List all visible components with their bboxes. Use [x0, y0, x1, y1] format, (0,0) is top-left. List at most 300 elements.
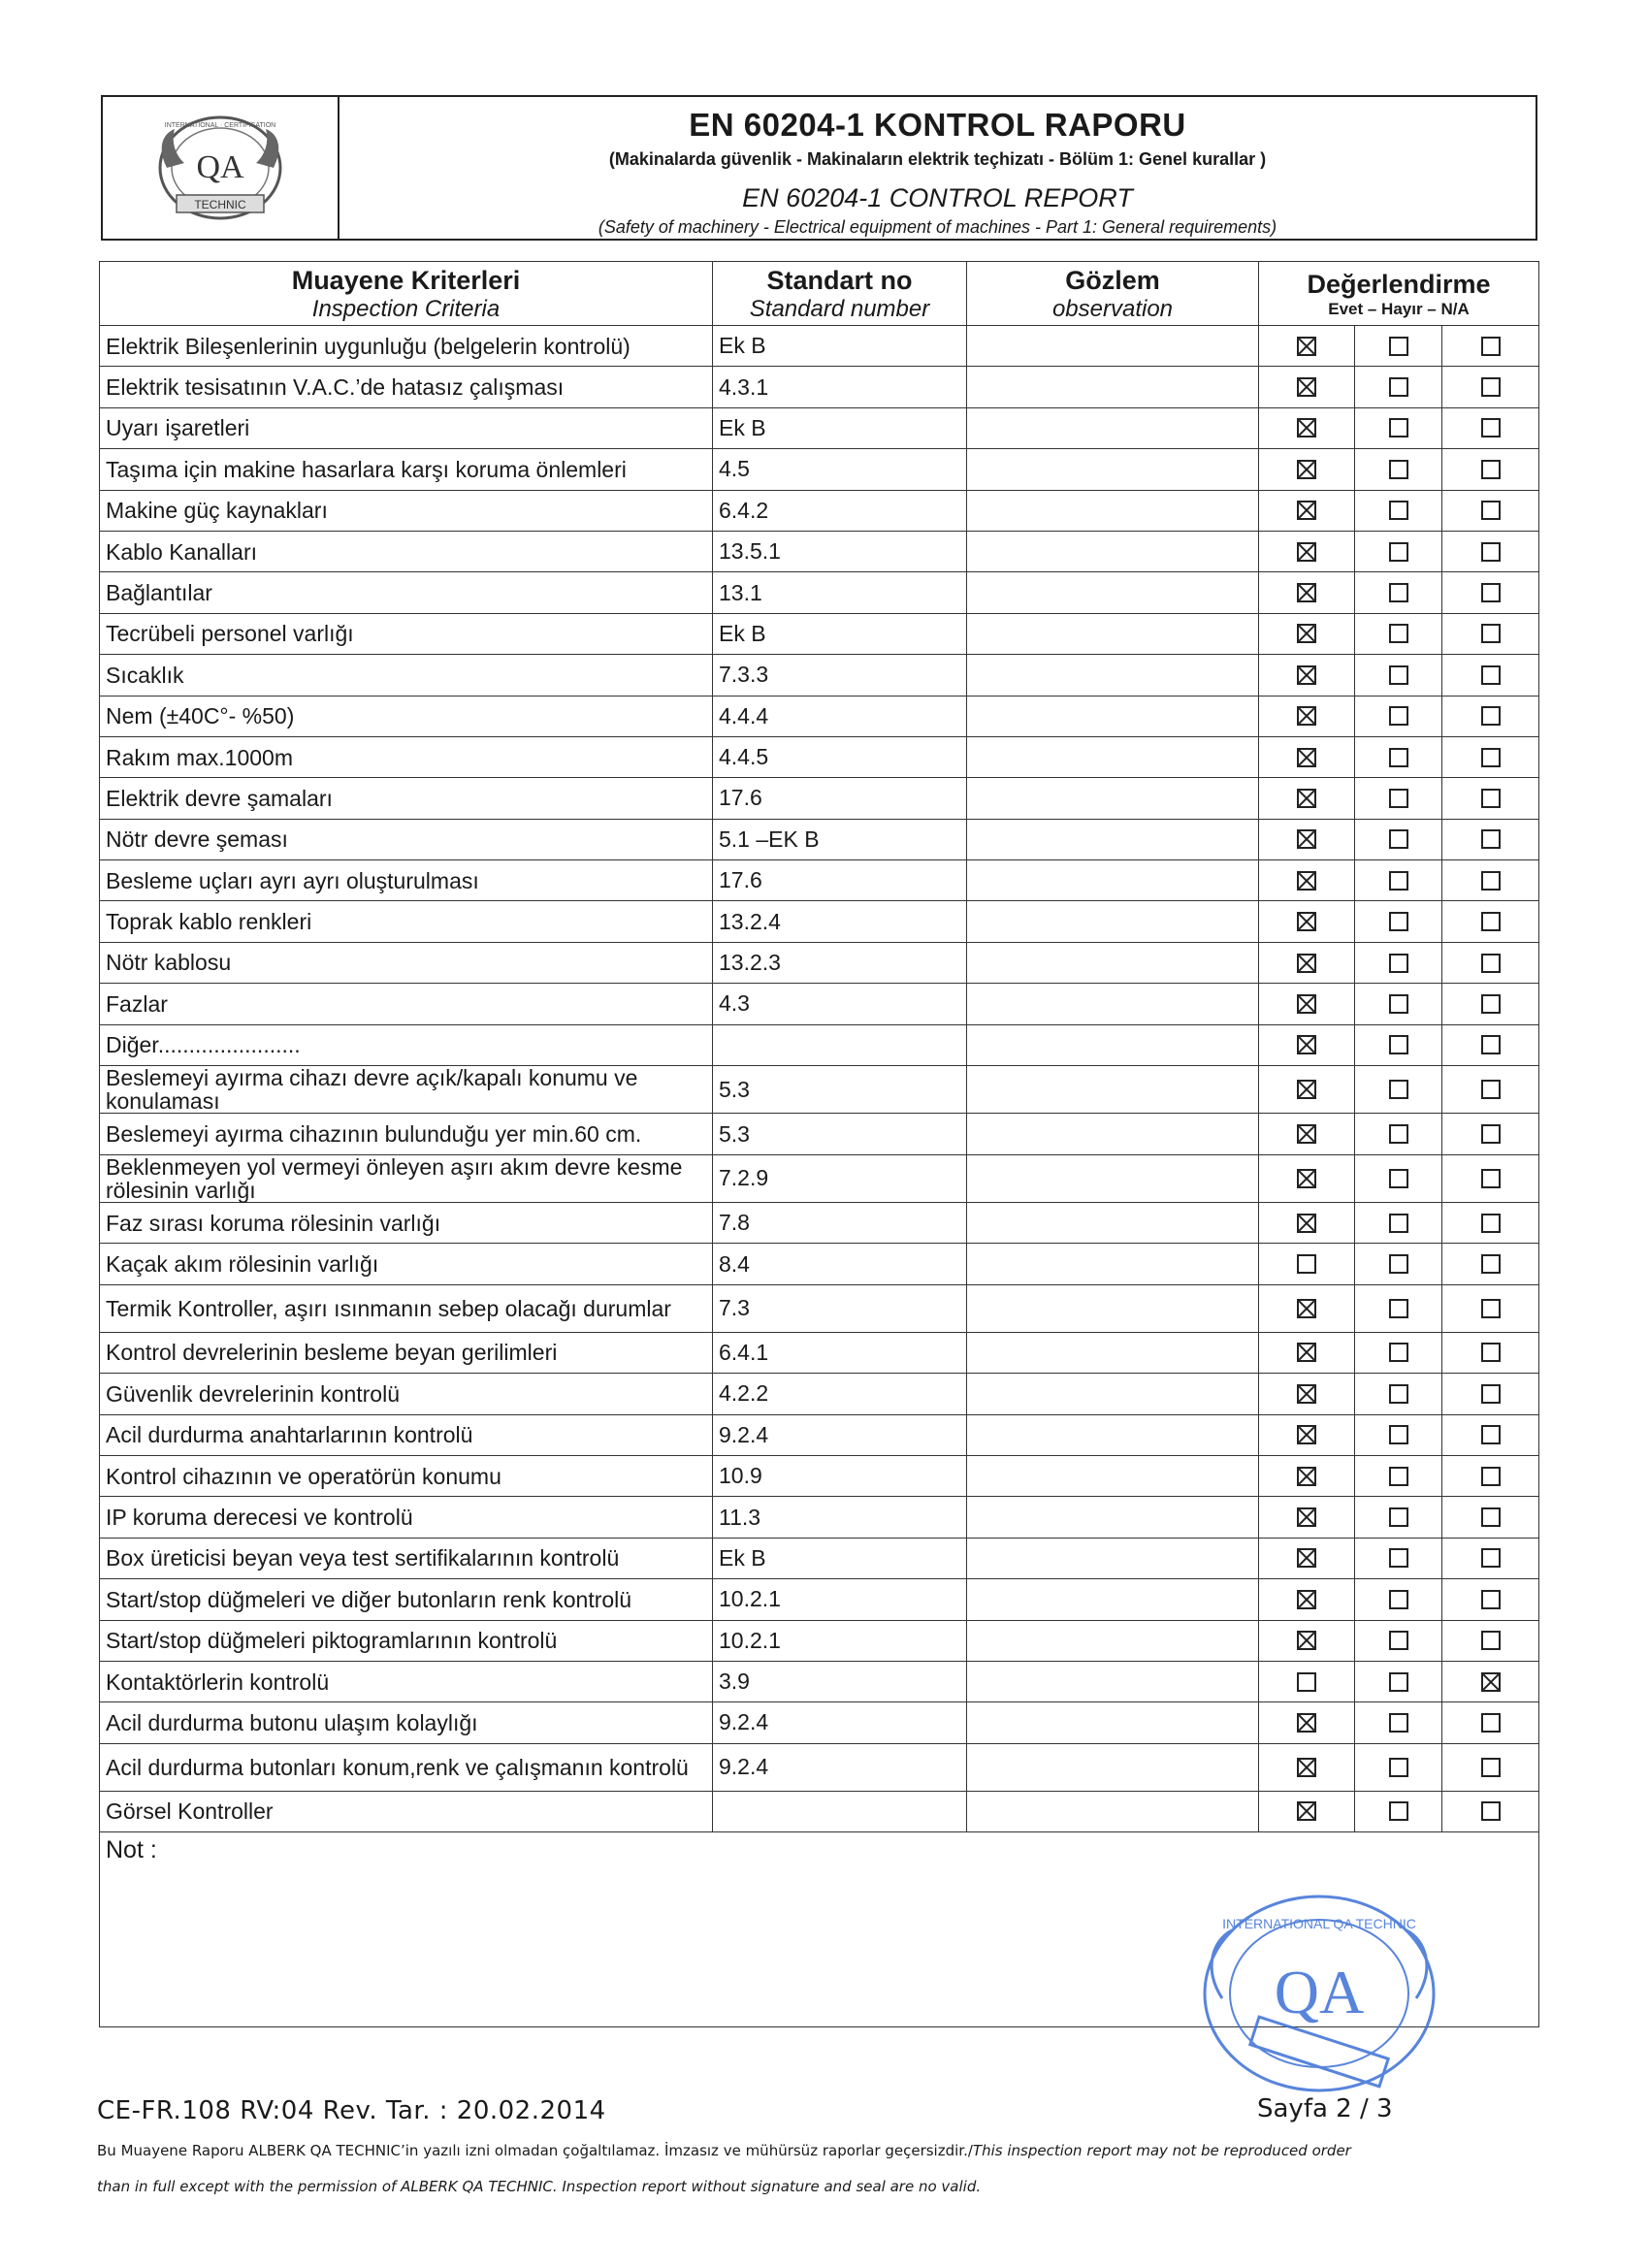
checkbox-evet[interactable]	[1297, 1214, 1316, 1233]
checkbox-na[interactable]	[1481, 1507, 1501, 1527]
evaluation-cell-evet	[1259, 1743, 1355, 1791]
checkbox-evet[interactable]	[1297, 1124, 1316, 1144]
checkbox-hayir[interactable]	[1389, 1425, 1408, 1444]
checkbox-evet[interactable]	[1297, 829, 1316, 849]
criteria-cell: Fazlar	[100, 984, 713, 1024]
evaluation-cell-hayir	[1355, 572, 1442, 613]
checkbox-na[interactable]	[1481, 1713, 1501, 1733]
evaluation-cell-evet	[1259, 613, 1355, 654]
evaluation-cell-hayir	[1355, 1374, 1442, 1414]
criteria-cell: Toprak kablo renkleri	[100, 901, 713, 942]
checkbox-evet[interactable]	[1297, 1343, 1316, 1362]
evaluation-cell-hayir	[1355, 1743, 1442, 1791]
checkbox-evet[interactable]	[1297, 1590, 1316, 1609]
criteria-cell: Faz sırası koruma rölesinin varlığı	[100, 1202, 713, 1243]
standard-cell: 13.1	[713, 572, 967, 613]
table-row	[100, 696, 1539, 736]
table-row	[100, 1620, 1539, 1661]
header-criteria-en: Inspection Criteria	[311, 296, 501, 323]
checkbox-evet[interactable]	[1297, 1631, 1316, 1650]
checkbox-na[interactable]	[1481, 665, 1501, 685]
standard-cell: 9.2.4	[713, 1702, 967, 1743]
evaluation-cell-evet	[1259, 449, 1355, 490]
evaluation-cell-hayir	[1355, 1114, 1442, 1154]
evaluation-cell-hayir	[1355, 1066, 1442, 1114]
standard-cell: Ek B	[713, 407, 967, 448]
table-row	[100, 531, 1539, 571]
checkbox-hayir[interactable]	[1389, 1590, 1408, 1609]
evaluation-cell-hayir	[1355, 367, 1442, 407]
standard-cell: Ek B	[713, 326, 967, 367]
checkbox-hayir[interactable]	[1389, 789, 1408, 808]
observation-cell	[967, 1661, 1259, 1701]
criteria-cell: Tecrübeli personel varlığı	[100, 613, 713, 654]
standard-cell: 17.6	[713, 860, 967, 901]
standard-cell: 10.2.1	[713, 1579, 967, 1620]
evaluation-cell-na	[1442, 326, 1539, 367]
checkbox-evet[interactable]	[1297, 871, 1316, 891]
checkbox-na[interactable]	[1481, 829, 1501, 849]
checkbox-na[interactable]	[1481, 501, 1501, 520]
checkbox-evet[interactable]	[1297, 1384, 1316, 1404]
standard-cell: 4.5	[713, 449, 967, 490]
standard-cell: 8.4	[713, 1244, 967, 1284]
criteria-cell: Elektrik devre şamaları	[100, 778, 713, 819]
checkbox-hayir[interactable]	[1389, 1801, 1408, 1821]
evaluation-cell-na	[1442, 613, 1539, 654]
checkbox-evet[interactable]	[1297, 1467, 1316, 1486]
checkbox-evet[interactable]	[1297, 418, 1316, 437]
observation-cell	[967, 1332, 1259, 1373]
checkbox-na[interactable]	[1481, 1631, 1501, 1650]
checkbox-hayir[interactable]	[1389, 994, 1408, 1014]
header-standard-en: Standard number	[749, 296, 930, 323]
checkbox-evet[interactable]	[1297, 789, 1316, 808]
evaluation-cell-hayir	[1355, 326, 1442, 367]
criteria-cell: Acil durdurma anahtarlarının kontrolü	[100, 1414, 713, 1455]
criteria-cell: Elektrik tesisatının V.A.C.’de hatasız çalışması	[100, 367, 713, 407]
checkbox-hayir[interactable]	[1389, 954, 1408, 973]
checkbox-na[interactable]	[1481, 706, 1501, 726]
evaluation-cell-na	[1442, 1374, 1539, 1414]
evaluation-cell-na	[1442, 860, 1539, 901]
observation-cell	[967, 901, 1259, 942]
checkbox-evet[interactable]	[1297, 706, 1316, 726]
table-row	[100, 1538, 1539, 1578]
checkbox-evet[interactable]	[1297, 1035, 1316, 1054]
checkbox-hayir[interactable]	[1389, 1384, 1408, 1404]
observation-cell	[967, 736, 1259, 777]
company-seal	[1154, 1892, 1465, 2124]
evaluation-cell-hayir	[1355, 860, 1442, 901]
checkbox-na[interactable]	[1481, 1299, 1501, 1318]
standard-cell: 7.2.9	[713, 1154, 967, 1202]
evaluation-cell-na	[1442, 1791, 1539, 1831]
checkbox-evet[interactable]	[1297, 460, 1316, 479]
checkbox-na[interactable]	[1481, 871, 1501, 891]
checkbox-evet[interactable]	[1297, 1672, 1316, 1692]
checkbox-evet[interactable]	[1297, 1254, 1316, 1274]
checkbox-evet[interactable]	[1297, 1080, 1316, 1099]
checkbox-na[interactable]	[1481, 1254, 1501, 1274]
table-row	[100, 1114, 1539, 1154]
table-row	[100, 901, 1539, 942]
checkbox-evet[interactable]	[1297, 583, 1316, 602]
observation-cell	[967, 1791, 1259, 1831]
evaluation-cell-evet	[1259, 490, 1355, 531]
observation-cell	[967, 1579, 1259, 1620]
checkbox-na[interactable]	[1481, 1214, 1501, 1233]
checkbox-hayir[interactable]	[1389, 1080, 1408, 1099]
checkbox-na[interactable]	[1481, 418, 1501, 437]
criteria-cell: Start/stop düğmeleri piktogramlarının kontrolü	[100, 1620, 713, 1661]
checkbox-hayir[interactable]	[1389, 871, 1408, 891]
checkbox-evet[interactable]	[1297, 377, 1316, 397]
criteria-cell: Taşıma için makine hasarlara karşı koruma önlemleri	[100, 449, 713, 490]
observation-cell	[967, 1414, 1259, 1455]
evaluation-cell-hayir	[1355, 778, 1442, 819]
standard-cell: 7.3	[713, 1284, 967, 1332]
checkbox-evet[interactable]	[1297, 1801, 1316, 1821]
checkbox-hayir[interactable]	[1389, 1343, 1408, 1362]
checkbox-na[interactable]	[1481, 1169, 1501, 1188]
evaluation-cell-evet	[1259, 1702, 1355, 1743]
report-subtitle-tr: (Makinalarda güvenlik - Makinaların elektrik teçhizatı - Bölüm 1: Genel kurallar )	[608, 149, 1267, 169]
checkbox-na[interactable]	[1481, 954, 1501, 973]
checkbox-evet[interactable]	[1297, 1548, 1316, 1568]
evaluation-cell-na	[1442, 1455, 1539, 1496]
checkbox-na[interactable]	[1481, 789, 1501, 808]
criteria-cell: Sıcaklık	[100, 655, 713, 696]
criteria-cell: Kontaktörlerin kontrolü	[100, 1661, 713, 1701]
note-label: Not :	[106, 1836, 157, 1864]
checkbox-na[interactable]	[1481, 460, 1501, 479]
checkbox-hayir[interactable]	[1389, 1254, 1408, 1274]
inspection-table	[99, 261, 1539, 2027]
evaluation-cell-evet	[1259, 736, 1355, 777]
standard-cell: 7.8	[713, 1202, 967, 1243]
checkbox-hayir[interactable]	[1389, 460, 1408, 479]
checkbox-evet[interactable]	[1297, 624, 1316, 643]
evaluation-cell-evet	[1259, 1284, 1355, 1332]
checkbox-evet[interactable]	[1297, 1758, 1316, 1777]
title-cell	[340, 97, 1536, 239]
evaluation-cell-na	[1442, 1066, 1539, 1114]
table-row	[100, 1497, 1539, 1538]
qa-technic-logo	[138, 110, 303, 226]
standard-cell: 17.6	[713, 778, 967, 819]
checkbox-na[interactable]	[1481, 1425, 1501, 1444]
evaluation-cell-hayir	[1355, 449, 1442, 490]
checkbox-hayir[interactable]	[1389, 665, 1408, 685]
observation-cell	[967, 1538, 1259, 1578]
evaluation-cell-evet	[1259, 1024, 1355, 1065]
checkbox-evet[interactable]	[1297, 954, 1316, 973]
report-title-en: EN 60204-1 CONTROL REPORT	[742, 183, 1133, 212]
observation-cell	[967, 572, 1259, 613]
criteria-cell: Uyarı işaretleri	[100, 407, 713, 448]
observation-cell	[967, 1743, 1259, 1791]
evaluation-cell-na	[1442, 572, 1539, 613]
evaluation-cell-hayir	[1355, 1497, 1442, 1538]
evaluation-cell-hayir	[1355, 1024, 1442, 1065]
evaluation-cell-na	[1442, 901, 1539, 942]
evaluation-cell-evet	[1259, 819, 1355, 859]
logo-text: TECHNIC	[194, 198, 246, 211]
observation-cell	[967, 449, 1259, 490]
table-row	[100, 655, 1539, 696]
disclaimer-tr: Bu Muayene Raporu ALBERK QA TECHNIC’in yazılı izni olmadan çoğaltılamaz. İmzasız ve mühürsüz raporlar geçersizdir./	[97, 2142, 973, 2159]
checkbox-evet[interactable]	[1297, 912, 1316, 931]
table-row	[100, 1455, 1539, 1496]
standard-cell: 4.3.1	[713, 367, 967, 407]
evaluation-cell-na	[1442, 367, 1539, 407]
checkbox-hayir[interactable]	[1389, 1548, 1408, 1568]
evaluation-cell-na	[1442, 1702, 1539, 1743]
table-row	[100, 407, 1539, 448]
evaluation-cell-na	[1442, 490, 1539, 531]
criteria-cell: Elektrik Bileşenlerinin uygunluğu (belgelerin kontrolü)	[100, 326, 713, 367]
checkbox-na[interactable]	[1481, 1801, 1501, 1821]
criteria-cell: Makine güç kaynakları	[100, 490, 713, 531]
report-subtitle-en: (Safety of machinery - Electrical equipment of machines - Part 1: General requirements)	[598, 217, 1277, 237]
evaluation-cell-hayir	[1355, 942, 1442, 983]
checkbox-hayir[interactable]	[1389, 1214, 1408, 1233]
checkbox-na[interactable]	[1481, 1035, 1501, 1054]
table-row	[100, 572, 1539, 613]
report-header	[101, 95, 1537, 241]
table-row	[100, 1702, 1539, 1743]
evaluation-cell-hayir	[1355, 1154, 1442, 1202]
evaluation-cell-evet	[1259, 1154, 1355, 1202]
table-row	[100, 1244, 1539, 1284]
checkbox-hayir[interactable]	[1389, 1124, 1408, 1144]
checkbox-hayir[interactable]	[1389, 1507, 1408, 1527]
checkbox-na[interactable]	[1481, 583, 1501, 602]
evaluation-cell-na	[1442, 1579, 1539, 1620]
criteria-cell: Acil durdurma butonları konum,renk ve çalışmanın kontrolü	[100, 1743, 713, 1791]
table-row	[100, 860, 1539, 901]
checkbox-hayir[interactable]	[1389, 418, 1408, 437]
header-observation	[967, 262, 1259, 326]
table-row	[100, 367, 1539, 407]
table-row	[100, 1066, 1539, 1114]
seal-monogram: QA	[1274, 1958, 1365, 2026]
standard-cell: Ek B	[713, 1538, 967, 1578]
checkbox-na[interactable]	[1481, 1758, 1501, 1777]
observation-cell	[967, 655, 1259, 696]
evaluation-cell-na	[1442, 1202, 1539, 1243]
standard-cell: 9.2.4	[713, 1414, 967, 1455]
checkbox-evet[interactable]	[1297, 1299, 1316, 1318]
header-standard-tr: Standart no	[766, 266, 913, 296]
standard-cell: 6.4.1	[713, 1332, 967, 1373]
criteria-cell: Bağlantılar	[100, 572, 713, 613]
checkbox-na[interactable]	[1481, 748, 1501, 767]
standard-cell: Ek B	[713, 613, 967, 654]
checkbox-hayir[interactable]	[1389, 829, 1408, 849]
observation-cell	[967, 984, 1259, 1024]
evaluation-cell-na	[1442, 1154, 1539, 1202]
evaluation-cell-evet	[1259, 407, 1355, 448]
evaluation-cell-na	[1442, 449, 1539, 490]
checkbox-evet[interactable]	[1297, 501, 1316, 520]
evaluation-cell-hayir	[1355, 1538, 1442, 1578]
logo-monogram: QA	[196, 149, 244, 185]
checkbox-na[interactable]	[1481, 624, 1501, 643]
evaluation-cell-hayir	[1355, 490, 1442, 531]
header-criteria-tr: Muayene Kriterleri	[291, 266, 521, 296]
checkbox-evet[interactable]	[1297, 1507, 1316, 1527]
table-row	[100, 1743, 1539, 1791]
checkbox-na[interactable]	[1481, 1590, 1501, 1609]
standard-cell: 4.2.2	[713, 1374, 967, 1414]
evaluation-cell-evet	[1259, 1414, 1355, 1455]
checkbox-na[interactable]	[1481, 377, 1501, 397]
criteria-cell: Diğer.......................	[100, 1024, 713, 1065]
checkbox-evet[interactable]	[1297, 337, 1316, 356]
criteria-cell: Besleme uçları ayrı ayrı oluşturulması	[100, 860, 713, 901]
criteria-cell: Görsel Kontroller	[100, 1791, 713, 1831]
checkbox-na[interactable]	[1481, 912, 1501, 931]
evaluation-cell-na	[1442, 655, 1539, 696]
checkbox-hayir[interactable]	[1389, 337, 1408, 356]
standard-cell: 3.9	[713, 1661, 967, 1701]
standard-cell: 7.3.3	[713, 655, 967, 696]
observation-cell	[967, 531, 1259, 571]
checkbox-evet[interactable]	[1297, 665, 1316, 685]
header-criteria	[100, 262, 713, 326]
evaluation-cell-hayir	[1355, 531, 1442, 571]
criteria-cell: Kablo Kanalları	[100, 531, 713, 571]
standard-cell: 5.1 –EK B	[713, 819, 967, 859]
evaluation-cell-hayir	[1355, 696, 1442, 736]
standard-cell	[713, 1791, 967, 1831]
standard-cell	[713, 1024, 967, 1065]
observation-cell	[967, 1202, 1259, 1243]
checkbox-hayir[interactable]	[1389, 624, 1408, 643]
evaluation-cell-hayir	[1355, 819, 1442, 859]
checkbox-hayir[interactable]	[1389, 1758, 1408, 1777]
evaluation-cell-hayir	[1355, 1579, 1442, 1620]
table-row	[100, 1154, 1539, 1202]
evaluation-cell-na	[1442, 1538, 1539, 1578]
table-row	[100, 613, 1539, 654]
table-row	[100, 778, 1539, 819]
evaluation-cell-evet	[1259, 1579, 1355, 1620]
evaluation-cell-evet	[1259, 696, 1355, 736]
evaluation-cell-evet	[1259, 1791, 1355, 1831]
observation-cell	[967, 1702, 1259, 1743]
evaluation-cell-evet	[1259, 1066, 1355, 1114]
evaluation-cell-evet	[1259, 1497, 1355, 1538]
evaluation-cell-evet	[1259, 326, 1355, 367]
criteria-cell: Rakım max.1000m	[100, 736, 713, 777]
logo-ring-text: INTERNATIONAL · CERTIFICATION	[164, 122, 276, 129]
evaluation-cell-na	[1442, 819, 1539, 859]
criteria-cell: Start/stop düğmeleri ve diğer butonların renk kontrolü	[100, 1579, 713, 1620]
checkbox-na[interactable]	[1481, 1080, 1501, 1099]
checkbox-hayir[interactable]	[1389, 583, 1408, 602]
checkbox-na[interactable]	[1481, 1343, 1501, 1362]
checkbox-na[interactable]	[1481, 1384, 1501, 1404]
checkbox-na[interactable]	[1481, 1672, 1501, 1692]
observation-cell	[967, 1497, 1259, 1538]
observation-cell	[967, 1620, 1259, 1661]
checkbox-na[interactable]	[1481, 1124, 1501, 1144]
checkbox-evet[interactable]	[1297, 542, 1316, 562]
checkbox-evet[interactable]	[1297, 994, 1316, 1014]
checkbox-hayir[interactable]	[1389, 501, 1408, 520]
criteria-cell: Kaçak akım rölesinin varlığı	[100, 1244, 713, 1284]
table-row	[100, 819, 1539, 859]
evaluation-cell-hayir	[1355, 1414, 1442, 1455]
observation-cell	[967, 1154, 1259, 1202]
observation-cell	[967, 778, 1259, 819]
checkbox-na[interactable]	[1481, 542, 1501, 562]
checkbox-na[interactable]	[1481, 1467, 1501, 1486]
checkbox-hayir[interactable]	[1389, 1672, 1408, 1692]
checkbox-na[interactable]	[1481, 994, 1501, 1014]
checkbox-hayir[interactable]	[1389, 1169, 1408, 1188]
checkbox-hayir[interactable]	[1389, 542, 1408, 562]
evaluation-cell-evet	[1259, 1202, 1355, 1243]
checkbox-hayir[interactable]	[1389, 706, 1408, 726]
evaluation-cell-hayir	[1355, 1202, 1442, 1243]
evaluation-cell-na	[1442, 778, 1539, 819]
checkbox-hayir[interactable]	[1389, 1467, 1408, 1486]
table-row	[100, 1791, 1539, 1831]
evaluation-cell-hayir	[1355, 1455, 1442, 1496]
evaluation-cell-hayir	[1355, 1702, 1442, 1743]
observation-cell	[967, 1284, 1259, 1332]
evaluation-cell-hayir	[1355, 1284, 1442, 1332]
checkbox-hayir[interactable]	[1389, 1713, 1408, 1733]
checkbox-na[interactable]	[1481, 1548, 1501, 1568]
criteria-cell: Kontrol devrelerinin besleme beyan gerilimleri	[100, 1332, 713, 1373]
checkbox-hayir[interactable]	[1389, 377, 1408, 397]
observation-cell	[967, 1455, 1259, 1496]
checkbox-hayir[interactable]	[1389, 748, 1408, 767]
criteria-cell: Nötr kablosu	[100, 942, 713, 983]
checkbox-evet[interactable]	[1297, 1713, 1316, 1733]
evaluation-cell-hayir	[1355, 655, 1442, 696]
seal-text: INTERNATIONAL QA TECHNIC	[1222, 1916, 1416, 1931]
checkbox-hayir[interactable]	[1389, 1631, 1408, 1650]
evaluation-cell-evet	[1259, 860, 1355, 901]
checkbox-hayir[interactable]	[1389, 1035, 1408, 1054]
observation-cell	[967, 1374, 1259, 1414]
checkbox-evet[interactable]	[1297, 748, 1316, 767]
table-header-row	[100, 262, 1539, 326]
checkbox-evet[interactable]	[1297, 1425, 1316, 1444]
observation-cell	[967, 942, 1259, 983]
observation-cell	[967, 860, 1259, 901]
observation-cell	[967, 613, 1259, 654]
checkbox-hayir[interactable]	[1389, 1299, 1408, 1318]
checkbox-hayir[interactable]	[1389, 912, 1408, 931]
evaluation-cell-na	[1442, 736, 1539, 777]
evaluation-cell-hayir	[1355, 1791, 1442, 1831]
observation-cell	[967, 326, 1259, 367]
checkbox-evet[interactable]	[1297, 1169, 1316, 1188]
evaluation-cell-evet	[1259, 367, 1355, 407]
header-evaluation-options: Evet – Hayır – N/A	[1328, 300, 1470, 319]
checkbox-na[interactable]	[1481, 337, 1501, 356]
evaluation-cell-hayir	[1355, 736, 1442, 777]
table-row	[100, 1661, 1539, 1701]
evaluation-cell-evet	[1259, 1374, 1355, 1414]
